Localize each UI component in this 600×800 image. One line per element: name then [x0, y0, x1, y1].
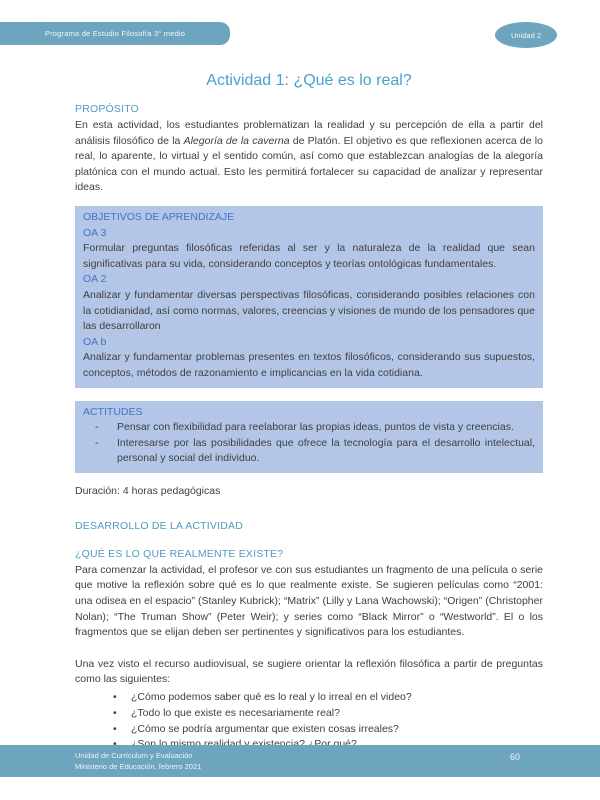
footer-line-2: Ministerio de Educación, febrero 2021: [75, 762, 202, 771]
oa2-text: Analizar y fundamentar diversas perspectivas filosóficas, considerando posibles relaciones con la cotidianidad, así como normas, valores, creencias y visiones de mundo de los pensadores que las desarrollaron: [83, 288, 535, 333]
page-content: [0, 72, 600, 753]
question-item: [75, 706, 543, 722]
oab-text: Analizar y fundamentar problemas presentes en textos filosóficos, considerando sus supuestos, conceptos, métodos de razonamiento e implicancias en la vida cotidiana.: [83, 351, 535, 379]
desarrollo-paragraph-2: Una vez visto el recurso audiovisual, se sugiere orientar la reflexión filosófica a partir de preguntas como las siguientes:: [75, 657, 543, 686]
objetivos-box: [75, 206, 543, 388]
question-text: ¿Cómo podemos saber qué es lo real y lo irreal en el video?: [131, 691, 412, 704]
footer-line-1: Unidad de Currículum y Evaluación: [75, 751, 193, 760]
question-item: [75, 690, 543, 706]
question-text: ¿Todo lo que existe es necesariamente real?: [131, 706, 340, 719]
page-number: 60: [509, 752, 520, 762]
actitudes-item: [83, 436, 535, 467]
question-text: ¿Cómo se podría argumentar que existen cosas irreales?: [131, 722, 399, 735]
program-badge-label: Programa de Estudio Filosofía 3° medio: [44, 29, 186, 38]
actitudes-heading: ACTITUDES: [83, 405, 143, 418]
dot-bullet: •: [113, 722, 117, 735]
page-header: [0, 0, 600, 48]
existe-subheading: ¿QUÉ ES LO QUE REALMENTE EXISTE?: [75, 547, 284, 560]
question-list: [75, 690, 543, 753]
desarrollo-heading: DESARROLLO DE LA ACTIVIDAD: [75, 519, 244, 532]
dash-bullet: -: [95, 421, 99, 434]
activity-title: Actividad 1: ¿Qué es lo real?: [206, 72, 412, 89]
oa3-text: Formular preguntas filosóficas referidas al ser y la naturaleza de la realidad que sean significativas para su vida, considerando conceptos y teorías ontológicas fundamentales.: [83, 242, 535, 270]
proposito-text-after: de Platón. El objetivo es que reflexionen acerca de lo real, lo aparente, lo virtual y el sentido común, así como que establezcan analogías de la alegoría platónica con el mundo actual. Esto les permitirá fortalecer su capacidad de analizar y representar ideas.: [75, 134, 543, 194]
desarrollo-paragraph-1: Para comenzar la actividad, el profesor ve con sus estudiantes un fragmento de una película o serie que motive la reflexión sobre qué es lo que realmente existe. Se sugieren películas como “2001: una odisea en el espacio” (Stanley Kubrick); “Matrix” (Lilly y Lana Wachowski); “Origen” (Christopher Nolan); “The Truman Show” (Peter Weir); y series como “Black Mirror” o “Westworld”. El o los fragmentos que se elijan deben ser pertinentes y significativos para los estudiantes.: [75, 563, 543, 639]
dot-bullet: •: [113, 691, 117, 704]
objetivos-heading: OBJETIVOS DE APRENDIZAJE: [83, 210, 235, 223]
program-badge: [0, 22, 230, 45]
actitudes-box: [75, 401, 543, 473]
actitudes-item: [83, 420, 535, 436]
proposito-heading: PROPÓSITO: [75, 103, 140, 115]
proposito-text-before: En esta actividad, los estudiantes problematizan la realidad y su percepción de ella a partir del análisis filosófico de la: [75, 119, 543, 147]
unit-badge-label: Unidad 2: [510, 30, 542, 40]
duration-note: Duración: 4 horas pedagógicas: [75, 484, 221, 497]
dash-bullet: -: [95, 436, 99, 449]
unit-badge: [495, 22, 557, 48]
footer-credits: [75, 750, 201, 772]
proposito-paragraph: [75, 118, 543, 196]
oab-label: OA b: [83, 335, 107, 348]
page-footer: [0, 745, 600, 777]
proposito-text-italic: Alegoría de la caverna: [183, 134, 290, 147]
oa3-label: OA 3: [83, 226, 107, 239]
spacer: [75, 497, 543, 507]
dot-bullet: •: [113, 706, 117, 719]
actitudes-item-text: Pensar con flexibilidad para reelaborar las propias ideas, puntos de vista y creencias.: [117, 421, 514, 434]
oa2-label: OA 2: [83, 273, 107, 286]
question-item: [75, 722, 543, 738]
actitudes-item-text: Interesarse por las posibilidades que ofrece la tecnología para el desarrollo intelectual, personal y social del individuo.: [117, 436, 535, 465]
